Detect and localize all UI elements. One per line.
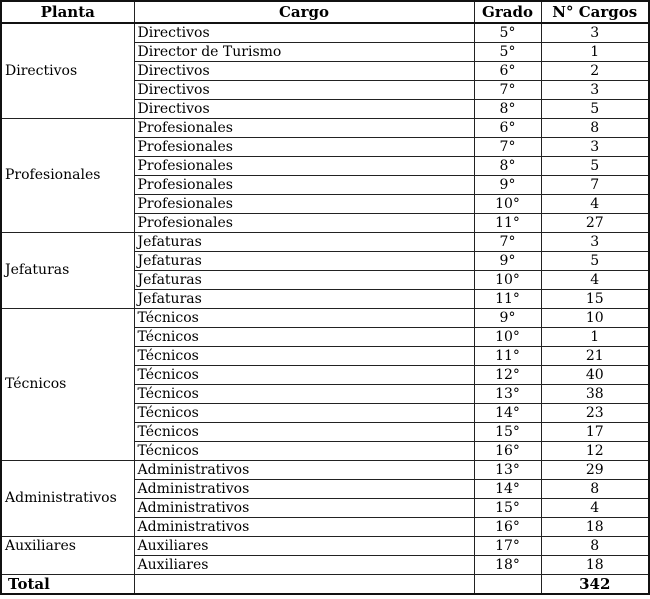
grado-cell: 16°	[474, 441, 541, 460]
grado-cell: 11°	[474, 289, 541, 308]
cargo-cell: Técnicos	[134, 403, 474, 422]
n-cargos-cell: 5	[541, 251, 649, 270]
cargo-cell: Técnicos	[134, 346, 474, 365]
grado-cell: 6°	[474, 118, 541, 137]
cargo-cell: Administrativos	[134, 498, 474, 517]
n-cargos-cell: 18	[541, 517, 649, 536]
column-header-n-cargos: N° Cargos	[541, 1, 649, 23]
total-row	[1, 574, 649, 594]
n-cargos-cell: 1	[541, 327, 649, 346]
n-cargos-cell: 10	[541, 308, 649, 327]
column-header-planta: Planta	[1, 1, 134, 23]
column-header-cargo: Cargo	[134, 1, 474, 23]
n-cargos-cell: 1	[541, 42, 649, 61]
grado-cell: 11°	[474, 213, 541, 232]
grado-cell: 7°	[474, 80, 541, 99]
cargo-cell: Auxiliares	[134, 536, 474, 555]
cargo-cell: Jefaturas	[134, 270, 474, 289]
cargo-cell: Directivos	[134, 61, 474, 80]
grado-cell: 8°	[474, 156, 541, 175]
grado-cell: 10°	[474, 327, 541, 346]
cargo-cell: Profesionales	[134, 118, 474, 137]
n-cargos-cell: 12	[541, 441, 649, 460]
n-cargos-cell: 8	[541, 118, 649, 137]
n-cargos-cell: 38	[541, 384, 649, 403]
cargo-cell: Administrativos	[134, 517, 474, 536]
table-row	[1, 460, 649, 479]
cargo-cell: Administrativos	[134, 460, 474, 479]
grado-cell: 18°	[474, 555, 541, 574]
planta-group-cell: Jefaturas	[1, 232, 134, 308]
grado-cell: 9°	[474, 308, 541, 327]
cargo-cell: Administrativos	[134, 479, 474, 498]
n-cargos-cell: 5	[541, 99, 649, 118]
n-cargos-cell: 8	[541, 479, 649, 498]
n-cargos-cell: 15	[541, 289, 649, 308]
grado-cell: 16°	[474, 517, 541, 536]
grado-cell: 12°	[474, 365, 541, 384]
grado-cell: 14°	[474, 479, 541, 498]
cargo-cell: Técnicos	[134, 308, 474, 327]
total-label-cell: Total	[1, 574, 134, 594]
column-header-grado: Grado	[474, 1, 541, 23]
table-row	[1, 118, 649, 137]
grado-cell: 11°	[474, 346, 541, 365]
n-cargos-cell: 3	[541, 23, 649, 42]
table-row	[1, 536, 649, 555]
table-row	[1, 308, 649, 327]
grado-cell: 9°	[474, 251, 541, 270]
total-cargo-cell	[134, 574, 474, 594]
grado-cell: 6°	[474, 61, 541, 80]
total-grado-cell	[474, 574, 541, 594]
grado-cell: 10°	[474, 194, 541, 213]
cargo-cell: Profesionales	[134, 156, 474, 175]
cargo-cell: Técnicos	[134, 384, 474, 403]
cargo-cell: Jefaturas	[134, 232, 474, 251]
cargo-cell: Directivos	[134, 23, 474, 42]
cargo-cell: Técnicos	[134, 327, 474, 346]
grado-cell: 9°	[474, 175, 541, 194]
n-cargos-cell: 3	[541, 232, 649, 251]
n-cargos-cell: 17	[541, 422, 649, 441]
cargo-cell: Jefaturas	[134, 251, 474, 270]
n-cargos-cell: 2	[541, 61, 649, 80]
grado-cell: 13°	[474, 384, 541, 403]
n-cargos-cell: 27	[541, 213, 649, 232]
n-cargos-cell: 40	[541, 365, 649, 384]
cargo-cell: Auxiliares	[134, 555, 474, 574]
cargo-cell: Director de Turismo	[134, 42, 474, 61]
grado-cell: 7°	[474, 232, 541, 251]
n-cargos-cell: 18	[541, 555, 649, 574]
grado-cell: 17°	[474, 536, 541, 555]
planta-group-cell: Profesionales	[1, 118, 134, 232]
cargo-cell: Profesionales	[134, 194, 474, 213]
grado-cell: 8°	[474, 99, 541, 118]
header-row	[1, 1, 649, 23]
cargo-cell: Profesionales	[134, 213, 474, 232]
planta-group-cell: Técnicos	[1, 308, 134, 460]
table-row	[1, 23, 649, 42]
cargo-cell: Técnicos	[134, 422, 474, 441]
grado-cell: 7°	[474, 137, 541, 156]
cargo-cell: Directivos	[134, 80, 474, 99]
grado-cell: 5°	[474, 23, 541, 42]
cargo-cell: Profesionales	[134, 175, 474, 194]
cargo-cell: Directivos	[134, 99, 474, 118]
grado-cell: 14°	[474, 403, 541, 422]
n-cargos-cell: 7	[541, 175, 649, 194]
table-row	[1, 232, 649, 251]
cargo-cell: Profesionales	[134, 137, 474, 156]
grado-cell: 15°	[474, 422, 541, 441]
n-cargos-cell: 4	[541, 270, 649, 289]
n-cargos-cell: 3	[541, 80, 649, 99]
n-cargos-cell: 5	[541, 156, 649, 175]
n-cargos-cell: 4	[541, 194, 649, 213]
cargo-cell: Jefaturas	[134, 289, 474, 308]
grado-cell: 13°	[474, 460, 541, 479]
cargo-cell: Técnicos	[134, 365, 474, 384]
n-cargos-cell: 23	[541, 403, 649, 422]
n-cargos-cell: 4	[541, 498, 649, 517]
cargo-cell: Técnicos	[134, 441, 474, 460]
grado-cell: 10°	[474, 270, 541, 289]
n-cargos-cell: 21	[541, 346, 649, 365]
n-cargos-cell: 29	[541, 460, 649, 479]
grado-cell: 15°	[474, 498, 541, 517]
planta-group-cell: Auxiliares	[1, 536, 134, 574]
n-cargos-cell: 8	[541, 536, 649, 555]
planta-group-cell: Directivos	[1, 23, 134, 118]
planta-group-cell: Administrativos	[1, 460, 134, 536]
n-cargos-cell: 3	[541, 137, 649, 156]
total-value-cell: 342	[541, 574, 649, 594]
grado-cell: 5°	[474, 42, 541, 61]
